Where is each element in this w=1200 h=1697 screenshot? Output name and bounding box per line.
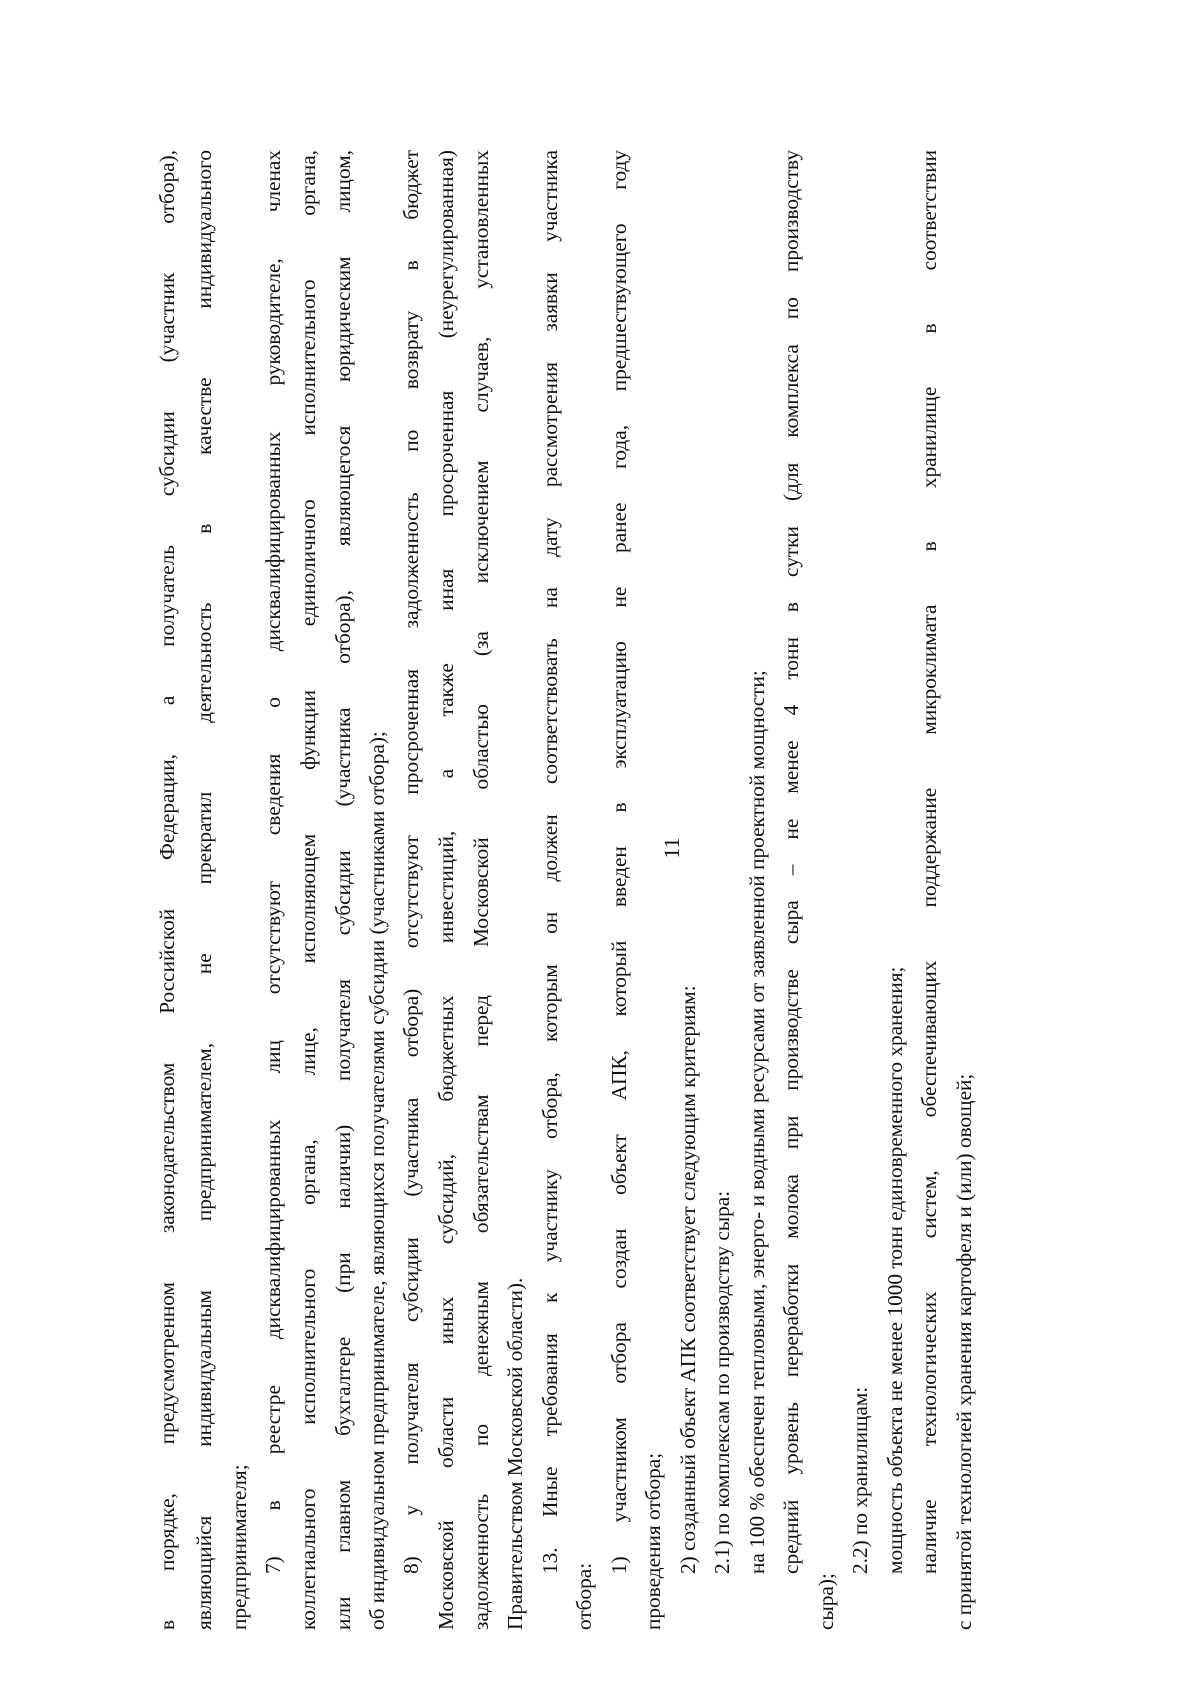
text-line: 2.2) по хранилищам: bbox=[848, 1386, 872, 1574]
text-line: мощность объекта не менее 1000 тонн единовременного хранения; bbox=[883, 966, 907, 1574]
text-line: Правительством Московской области). bbox=[503, 1277, 527, 1630]
text-line: 1) участником отбора создан объект АПК, который введен в эксплуатацию не ранее года, предшествующего году bbox=[607, 150, 631, 1574]
text-line: коллегиального исполнительного органа, лице, исполняющем функции единоличного исполнительного органа, bbox=[296, 150, 320, 1630]
text-line: с принятой технологией хранения картофеля и (или) овощей; bbox=[952, 1073, 976, 1630]
text-line: в порядке, предусмотренном законодательством Российской Федерации, а получатель субсидии (участник отбора), bbox=[155, 150, 179, 1630]
text-line: являющийся индивидуальным предпринимателем, не прекратил деятельность в качестве индивидуального bbox=[192, 150, 216, 1630]
text-line: Московской области иных субсидий, бюджетных инвестиций, а также иная просроченная (неурегулированная) bbox=[434, 150, 458, 1630]
text-line: средний уровень переработки молока при производстве сыра – не менее 4 тонн в сутки (для комплекса по производству bbox=[779, 150, 803, 1574]
text-line: 2.1) по комплексам по производству сыра: bbox=[710, 1190, 734, 1574]
page-number: 11 bbox=[659, 837, 684, 859]
document-body-rotated bbox=[150, 150, 1050, 1630]
text-line: 2) созданный объект АПК соответствует следующим критериям: bbox=[676, 985, 700, 1574]
text-line: задолженность по денежным обязательствам перед Московской областью (за исключением случаев, установленных bbox=[469, 150, 493, 1630]
text-line: на 100 % обеспечен тепловыми, энерго- и водными ресурсами от заявленной проектной мощности; bbox=[745, 670, 769, 1574]
text-line: 7) в реестре дисквалифицированных лиц отсутствуют сведения о дисквалифицированных руководителе, членах bbox=[261, 150, 285, 1574]
text-line: об индивидуальном предпринимателе, являющихся получателями субсидии (участниками отбора); bbox=[365, 731, 389, 1630]
text-line: наличие технологических систем, обеспечивающих поддержание микроклимата в хранилище в соответствии bbox=[917, 150, 941, 1574]
text-line: предпринимателя; bbox=[227, 1464, 251, 1630]
text-line: отбора: bbox=[572, 1562, 596, 1630]
text-line: сыра); bbox=[814, 1573, 838, 1630]
text-line: проведения отбора; bbox=[641, 1452, 665, 1630]
text-line: 8) у получателя субсидии (участника отбора) отсутствуют просроченная задолженность по возврату в бюджет bbox=[399, 150, 423, 1574]
text-line: или главном бухгалтере (при наличии) получателя субсидии (участника отбора), являющегося юридическим лицом, bbox=[331, 150, 355, 1630]
text-line: 13. Иные требования к участнику отбора, которым он должен соответствовать на дату рассмотрения заявки участника bbox=[538, 150, 562, 1574]
